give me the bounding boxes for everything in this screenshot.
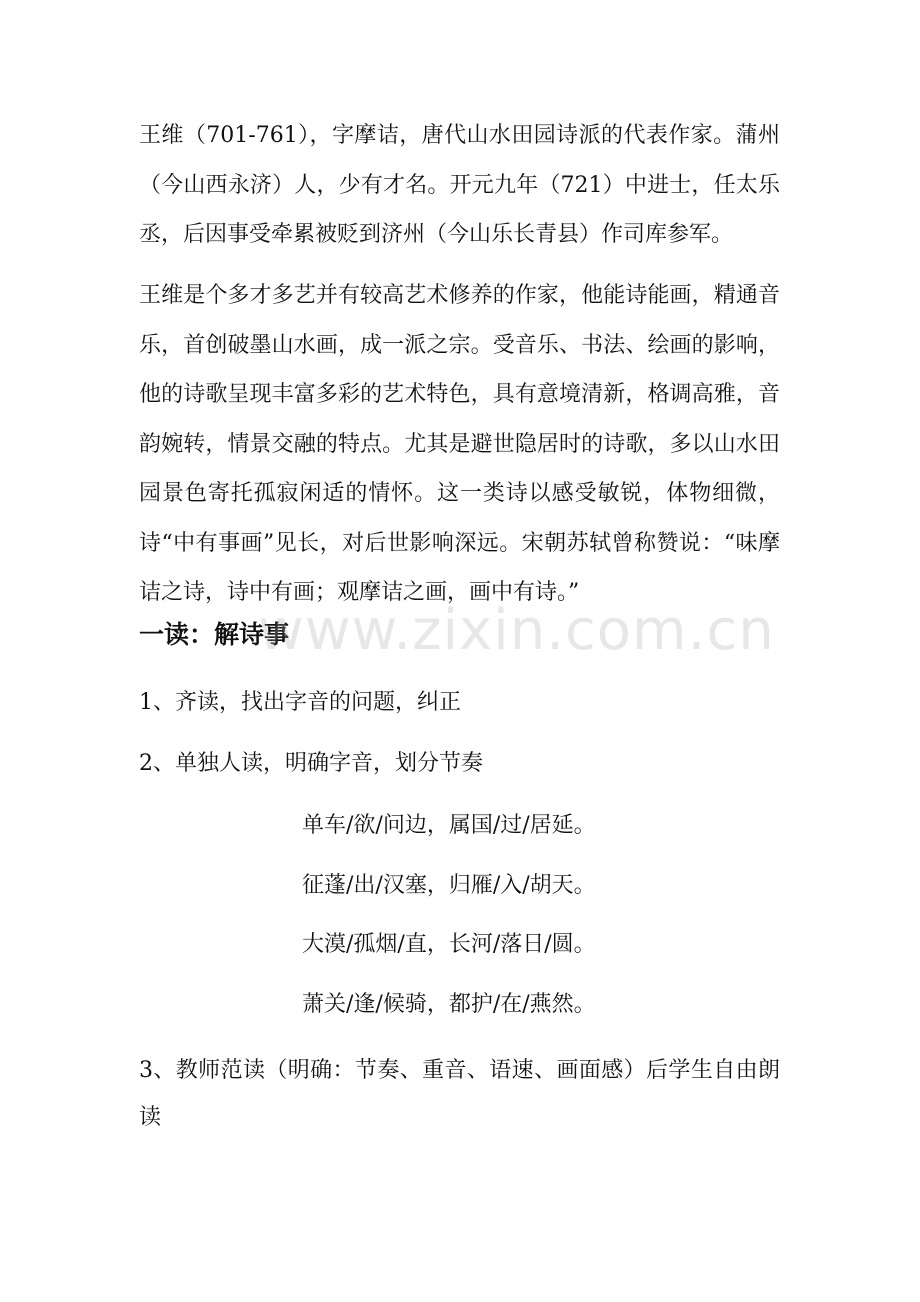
- poem-line-1: 单车/欲/问边，属国/过/居延。: [302, 813, 596, 838]
- poem-line-4: 萧关/逢/候骑，都护/在/燕然。: [302, 992, 596, 1017]
- intro-paragraph-2: 王维是个多才多艺并有较高艺术修养的作家，他能诗能画，精通音乐，首创破墨山水画，成一派之宗。受音乐、书法、绘画的影响，他的诗歌呈现丰富多彩的艺术特色，具有意境清新，格调高雅，音韵婉转，情景交融的特点。尤其是避世隐居时的诗歌，多以山水田园景色寄托孤寂闲适的情怀。这一类诗以感受敏锐，体物细微，诗“中有事画”见长，对后世影响深远。宋朝苏轼曾称赞说：“味摩诘之诗，诗中有画；观摩诘之画，画中有诗。”: [139, 283, 780, 605]
- watermark-text: www.zixin.com.cn: [258, 598, 775, 663]
- section-heading: 一读：解诗事: [139, 620, 290, 649]
- list-item-3: 3、教师范读（明确：节奏、重音、语速、画面感）后学生自由朗读: [139, 1058, 780, 1130]
- intro-paragraph-1: 王维（701-761），字摩诘，唐代山水田园诗派的代表作家。蒲州（今山西永济）人，少有才名。开元九年（721）中进士，任太乐丞，后因事受牵累被贬到济州（今山乐长青县）作司库参军。: [139, 123, 780, 247]
- poem-line-2: 征蓬/出/汉塞，归雁/入/胡天。: [302, 873, 596, 898]
- list-item-1: 1、齐读，找出字音的问题，纠正: [139, 690, 461, 715]
- poem-line-3: 大漠/孤烟/直，长河/落日/圆。: [302, 932, 596, 957]
- list-item-2: 2、单独人读，明确字音，划分节奏: [139, 751, 483, 776]
